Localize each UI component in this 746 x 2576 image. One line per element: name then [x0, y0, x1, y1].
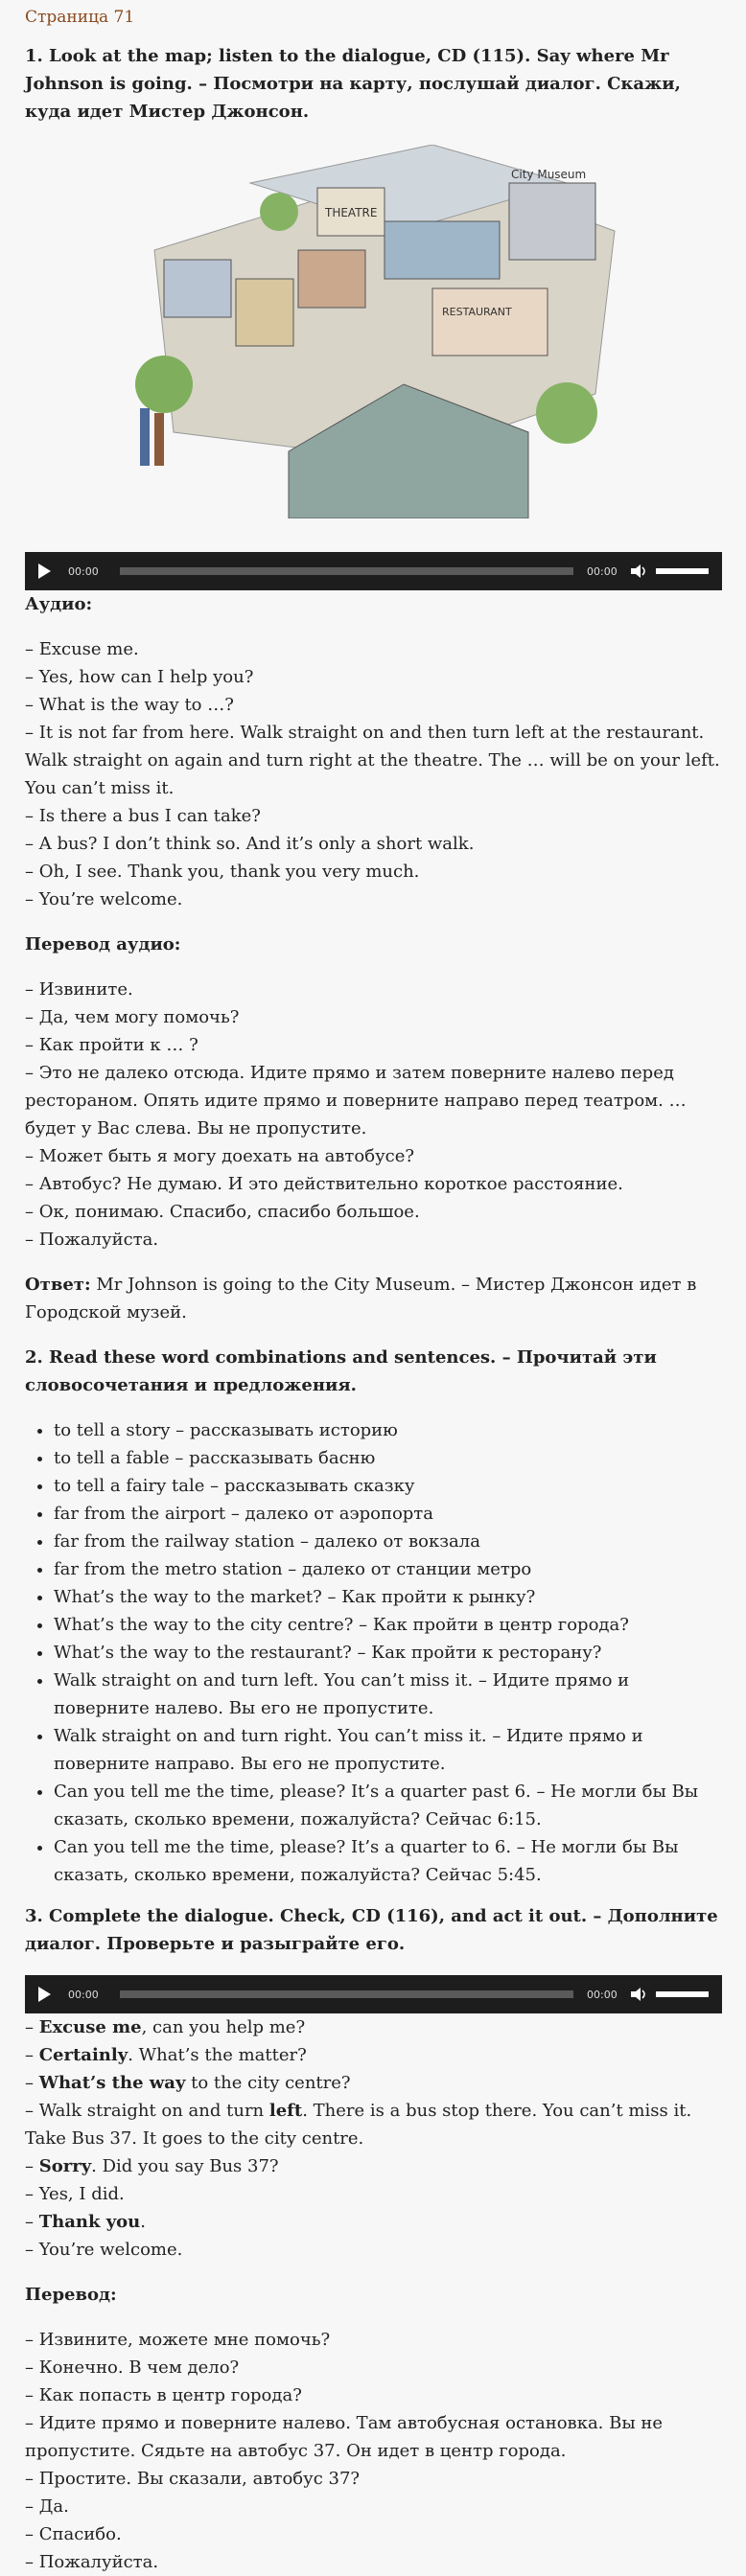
translation-line: – Ок, понимаю. Спасибо, спасибо большое.: [25, 1202, 420, 1222]
seek-bar[interactable]: [120, 567, 573, 575]
audio-line: – You’re welcome.: [25, 889, 183, 909]
audio-transcript: [25, 635, 722, 913]
list-item: • What’s the way to the restaurant? – Как пройти к ресторану?: [54, 1639, 722, 1667]
audio-line: – Is there a bus I can take?: [25, 806, 261, 826]
audio-player-2: [25, 1975, 722, 2013]
list-item: • far from the metro station – далеко от станции метро: [54, 1555, 722, 1583]
map-label-restaurant: RESTAURANT: [442, 306, 512, 318]
answer-label: Ответ:: [25, 1275, 91, 1295]
map-label-museum: City Museum: [511, 168, 587, 181]
list-item: • Can you tell me the time, please? It’s a quarter to 6. – Не могли бы Вы сказать, сколько времени, пожалуйста? Сейчас 5:45.: [54, 1833, 722, 1889]
volume-icon[interactable]: [631, 1987, 648, 2002]
translation-line: – Пожалуйста.: [25, 1230, 159, 1250]
volume-icon[interactable]: [631, 564, 648, 579]
audio-line: – Excuse me.: [25, 639, 139, 659]
dialogue-translation: [25, 2326, 722, 2576]
answer-text: Mr Johnson is going to the City Museum. – Мистер Джонсон идет в Городской музей.: [25, 1275, 697, 1322]
translation-line: – Да, чем могу помочь?: [25, 1007, 240, 1027]
dialogue-line: – Excuse me, can you help me?: [25, 2017, 306, 2037]
translation-line: – Автобус? Не думаю. И это действительно короткое расстояние.: [25, 1174, 623, 1194]
translation-line: – Пожалуйста.: [25, 2552, 159, 2572]
list-item: • Walk straight on and turn right. You can’t miss it. – Идите прямо и поверните направо. Вы его не пропустите.: [54, 1722, 722, 1778]
audio-line: – It is not far from here. Walk straight on and then turn left at the restaurant. Walk straight on again and turn right at the theatre. The … will be on your left. You can’t miss it.: [25, 723, 720, 798]
exercise-2-heading: 2. Read these word combinations and sentences. – Прочитай эти словосочетания и предложения.: [25, 1347, 657, 1395]
current-time: 00:00: [68, 1988, 99, 2001]
audio-line: – A bus? I don’t think so. And it’s only a short walk.: [25, 834, 475, 854]
list-item: • to tell a fairy tale – рассказывать сказку: [54, 1472, 722, 1500]
seek-bar[interactable]: [120, 1990, 573, 1998]
dialogue-line: – You’re welcome.: [25, 2240, 183, 2260]
list-item: • Walk straight on and turn left. You can’t miss it. – Идите прямо и поверните налево. Вы его не пропустите.: [54, 1667, 722, 1722]
play-icon[interactable]: [38, 564, 51, 579]
list-item: • to tell a story – рассказывать историю: [54, 1416, 722, 1444]
translation-line: – Как попасть в центр города?: [25, 2385, 302, 2405]
audio-line: – Yes, how can I help you?: [25, 667, 254, 687]
city-map-illustration: [116, 145, 624, 518]
dialogue-line: – Thank you.: [25, 2212, 146, 2232]
dialogue-line: – Certainly. What’s the matter?: [25, 2045, 307, 2065]
play-icon[interactable]: [38, 1987, 51, 2002]
translation-line: – Спасибо.: [25, 2524, 122, 2544]
audio-player-1: [25, 552, 722, 590]
duration-time: 00:00: [587, 1988, 618, 2001]
translation-line: – Извините.: [25, 979, 133, 1000]
translation-line: – Это не далеко отсюда. Идите прямо и затем поверните налево перед рестораном. Опять идите прямо и поверните направо перед театром. … будет у Вас слева. Вы не пропустите.: [25, 1063, 687, 1138]
completed-dialogue: [25, 2013, 722, 2264]
phrase-list: [25, 1416, 722, 1889]
translation-line: – Извините, можете мне помочь?: [25, 2330, 331, 2350]
dialogue-line: – Yes, I did.: [25, 2184, 125, 2204]
translation-line: – Простите. Вы сказали, автобус 37?: [25, 2469, 361, 2489]
list-item: • What’s the way to the market? – Как пройти к рынку?: [54, 1583, 722, 1611]
audio-title: Аудио:: [25, 594, 93, 614]
list-item: • far from the airport – далеко от аэропорта: [54, 1500, 722, 1528]
volume-slider[interactable]: [656, 568, 709, 574]
translation-title: Перевод:: [25, 2285, 117, 2305]
dialogue-line: – Sorry. Did you say Bus 37?: [25, 2156, 279, 2176]
list-item: • far from the railway station – далеко от вокзала: [54, 1528, 722, 1555]
audio-line: – What is the way to …?: [25, 695, 234, 715]
volume-slider[interactable]: [656, 1991, 709, 1997]
exercise-3-heading: 3. Complete the dialogue. Check, CD (116), and act it out. – Дополните диалог. Проверьте и разыграйте его.: [25, 1906, 718, 1954]
dialogue-line: – What’s the way to the city centre?: [25, 2073, 351, 2093]
translation-line: – Да.: [25, 2496, 69, 2517]
translation-line: – Может быть я могу доехать на автобусе?: [25, 1146, 415, 1166]
list-item: • Can you tell me the time, please? It’s a quarter past 6. – Не могли бы Вы сказать, сколько времени, пожалуйста? Сейчас 6:15.: [54, 1778, 722, 1833]
audio-translation-title: Перевод аудио:: [25, 934, 181, 954]
current-time: 00:00: [68, 564, 99, 578]
list-item: • to tell a fable – рассказывать басню: [54, 1444, 722, 1472]
audio-line: – Oh, I see. Thank you, thank you very much.: [25, 862, 420, 882]
dialogue-line: – Walk straight on and turn left. There is a bus stop there. You can’t miss it. Take Bus 37. It goes to the city centre.: [25, 2101, 692, 2149]
translation-line: – Идите прямо и поверните налево. Там автобусная остановка. Вы не пропустите. Сядьте на автобус 37. Он идет в центр города.: [25, 2413, 664, 2461]
duration-time: 00:00: [587, 564, 618, 578]
list-item: • What’s the way to the city centre? – Как пройти в центр города?: [54, 1611, 722, 1639]
page-label: Страница 71: [25, 8, 135, 27]
translation-line: – Конечно. В чем дело?: [25, 2358, 240, 2378]
exercise-1-heading: 1. Look at the map; listen to the dialogue, CD (115). Say where Mr Johnson is going. – Посмотри на карту, послушай диалог. Скажи, куда идет Мистер Джонсон.: [25, 46, 681, 122]
answer: [25, 1271, 722, 1326]
map-label-theatre: THEATRE: [325, 206, 378, 219]
translation-line: – Как пройти к … ?: [25, 1035, 198, 1055]
audio-translation: [25, 976, 722, 1254]
